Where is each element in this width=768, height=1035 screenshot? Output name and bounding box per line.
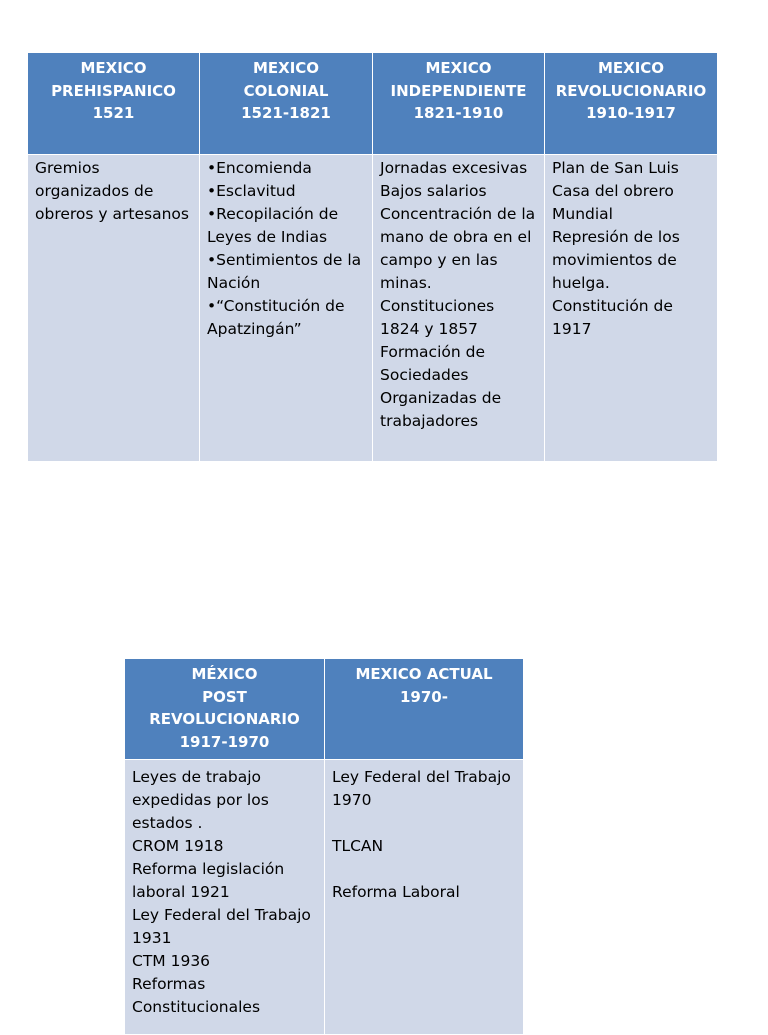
table-header-row	[125, 659, 524, 760]
header-mexico-post-revolucionario	[125, 659, 325, 760]
labor-history-table-1	[27, 52, 718, 462]
cell-post-revolucionario: Leyes de trabajo expedidas por los estados . CROM 1918 Reforma legislación laboral 1921 Ley Federal del Trabajo 1931 CTM 1936 Reformas Constitucionales	[125, 760, 325, 1035]
cell-independiente: Jornadas excesivas Bajos salarios Concentración de la mano de obra en el campo y en las minas. Constituciones 1824 y 1857 Formación de Sociedades Organizadas de trabajadores	[373, 155, 545, 462]
cell-colonial: •Encomienda •Esclavitud •Recopilación de Leyes de Indias •Sentimientos de la Nación •“Constitución de Apatzingán”	[200, 155, 373, 462]
header-mexico-prehispanico	[28, 53, 200, 155]
cell-prehispanico: Gremios organizados de obreros y artesanos	[28, 155, 200, 462]
table-row	[125, 760, 524, 1035]
table-row	[28, 155, 718, 462]
header-label: MEXICO PREHISPANICO 1521	[51, 59, 176, 122]
header-label: MEXICO ACTUAL 1970-	[355, 665, 493, 706]
header-label: MÉXICO POST REVOLUCIONARIO 1917-1970	[149, 665, 300, 751]
cell-revolucionario: Plan de San Luis Casa del obrero Mundial Represión de los movimientos de huelga. Constitución de 1917	[545, 155, 718, 462]
cell-actual: Ley Federal del Trabajo 1970 TLCAN Reforma Laboral	[325, 760, 524, 1035]
header-mexico-revolucionario	[545, 53, 718, 155]
header-label: MEXICO REVOLUCIONARIO 1910-1917	[555, 59, 707, 122]
header-mexico-colonial	[200, 53, 373, 155]
labor-history-table-2	[124, 658, 524, 1035]
header-label: MEXICO COLONIAL 1521-1821	[241, 59, 331, 122]
header-mexico-independiente	[373, 53, 545, 155]
header-mexico-actual	[325, 659, 524, 760]
header-label: MEXICO INDEPENDIENTE 1821-1910	[390, 59, 527, 122]
table-header-row	[28, 53, 718, 155]
